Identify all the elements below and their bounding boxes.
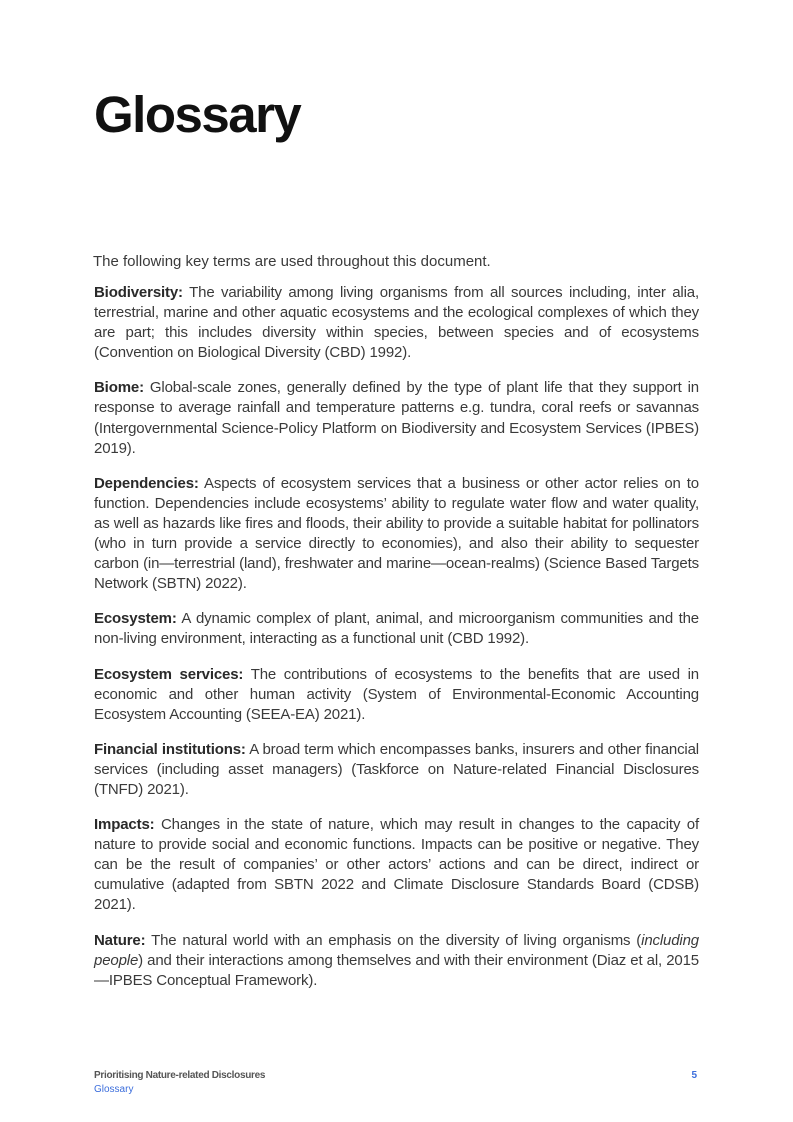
glossary-term: Ecosystem: — [94, 610, 177, 628]
intro-text: The following key terms are used throughout this document. — [93, 253, 491, 270]
glossary-term: Financial institutions: — [94, 740, 246, 758]
glossary-definition: The natural world with an emphasis on the diversity of living organisms ( — [145, 931, 642, 949]
glossary-term: Dependencies: — [94, 474, 199, 492]
glossary-entry-dependencies — [94, 474, 699, 595]
glossary-entry-financial-institutions — [94, 740, 699, 800]
glossary-term: Ecosystem services: — [94, 665, 244, 683]
glossary-definition: A dynamic complex of plant, animal, and microorganism communities and the non-living environment, interacting as a functional unit (CBD 1992). — [94, 610, 699, 648]
glossary-term: Impacts: — [94, 816, 155, 834]
glossary-definition: Changes in the state of nature, which may result in changes to the capacity of nature to provide social and economic functions. Impacts can be positive or negative. They can be the result of companies’ or other actors’ actions and can be direct, indirect or cumulative (adapted from SBTN 2022 and Climate Disclosure Standards Board (CDSB) 2021). — [94, 816, 699, 914]
glossary-entry-impacts — [94, 815, 699, 915]
page-footer — [94, 1069, 699, 1097]
glossary-entry-ecosystem-services — [94, 665, 699, 725]
glossary-definition-emphasis: including people — [94, 931, 699, 969]
glossary-definition: A broad term which encompasses banks, insurers and other financial services (including asset managers) (Taskforce on Nature-related Financial Disclosures (TNFD) 2021). — [94, 740, 699, 798]
glossary-definition: Global-scale zones, generally defined by the type of plant life that they support in response to average rainfall and temperature patterns e.g. tundra, coral reefs or savannas (Intergovernmental Science-Policy Platform on Biodiversity and Ecosystem Services (IPBES) 2019). — [94, 379, 699, 457]
footer-section-name: Glossary — [94, 1084, 134, 1095]
glossary-definition: The contributions of ecosystems to the benefits that are used in economic and other human activity (System of Environmental-Economic Accounting Ecosystem Accounting (SEEA-EA) 2021). — [94, 665, 699, 723]
glossary-term: Biome: — [94, 379, 144, 397]
glossary-definition: The variability among living organisms from all sources including, inter alia, terrestrial, marine and other aquatic ecosystems and the ecological complexes of which they are part; this includes diversity within species, between species and of ecosystems (Convention on Biological Diversity (CBD) 1992). — [94, 284, 699, 362]
page-title: Glossary — [94, 86, 301, 143]
glossary-term: Nature: — [94, 931, 146, 949]
glossary-term: Biodiversity: — [94, 284, 183, 301]
glossary-entry-biodiversity — [94, 283, 699, 363]
glossary-entry-biome — [94, 378, 699, 458]
glossary-definition: Aspects of ecosystem services that a business or other actor relies on to function. Dependencies include ecosystems’ ability to regulate water flow and water quality, as well as hazards like fires and floods, their ability to provide a suitable habitat for pollinators (who in turn provide a service directly to economies), and also their ability to sequester carbon (in—terrestrial (land), freshwater and marine—ocean-realms) (Science Based Targets Network (SBTN) 2022). — [94, 474, 699, 593]
glossary-list — [94, 283, 699, 1006]
page-number: 5 — [691, 1070, 697, 1081]
glossary-entry-ecosystem — [94, 609, 699, 649]
glossary-definition: ) and their interactions among themselves and with their environment (Diaz et al, 2015—IPBES Conceptual Framework). — [94, 951, 699, 989]
glossary-entry-nature — [94, 931, 699, 991]
footer-document-title: Prioritising Nature-related Disclosures — [94, 1070, 266, 1081]
